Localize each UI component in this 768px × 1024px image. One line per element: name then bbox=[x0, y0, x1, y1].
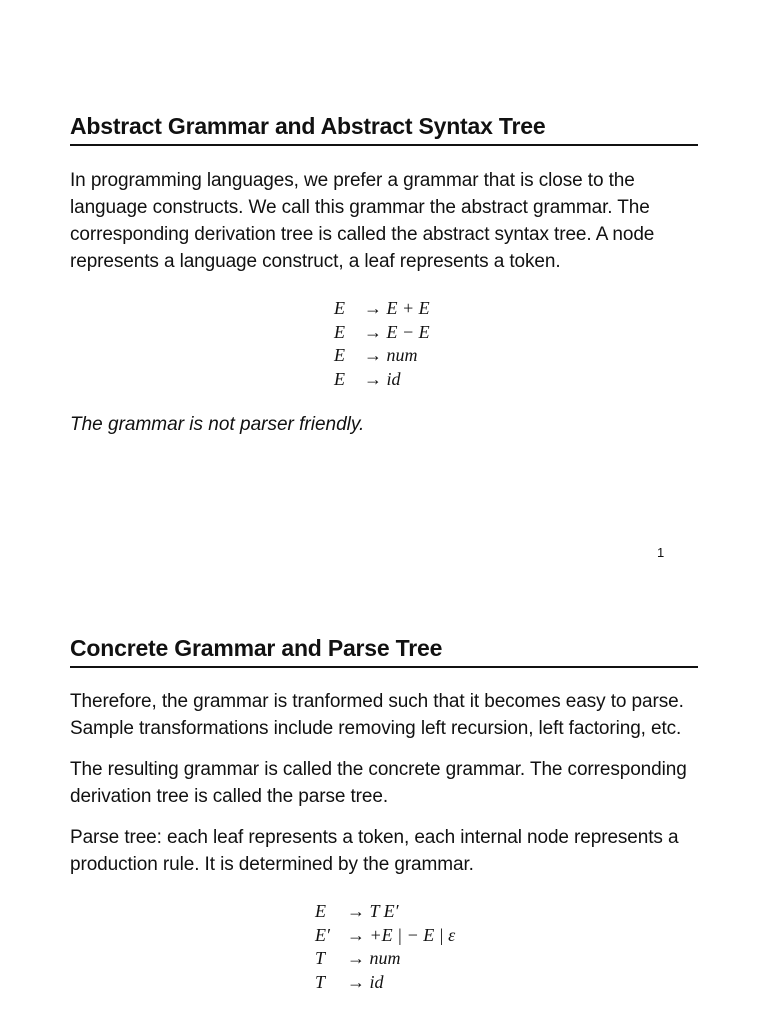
body-paragraph: The resulting grammar is called the concrete grammar. The corresponding derivation tree is called the parse tree. bbox=[70, 759, 687, 807]
rule-lhs: E bbox=[334, 345, 345, 365]
rule-lhs: T bbox=[315, 948, 326, 968]
rule-lhs: E bbox=[334, 368, 345, 389]
slide-concrete-grammar bbox=[70, 634, 698, 994]
grammar-rules bbox=[315, 900, 698, 994]
grammar-rule bbox=[315, 947, 698, 971]
rule-rhs: → num bbox=[364, 345, 418, 365]
grammar-rule bbox=[334, 297, 698, 321]
slide-title: Abstract Grammar and Abstract Syntax Tree bbox=[70, 113, 546, 139]
grammar-rule bbox=[334, 321, 698, 345]
page-number: 1 bbox=[657, 545, 665, 560]
rule-rhs: → E + E bbox=[364, 298, 430, 318]
grammar-rule bbox=[315, 924, 698, 948]
grammar-rule bbox=[334, 344, 698, 368]
body-paragraph: In programming languages, we prefer a grammar that is close to the language constructs. We call this grammar the abstract grammar. The corresponding derivation tree is called the abstract syntax tree. A node represents a language construct, a leaf represents a token. bbox=[70, 170, 655, 272]
rule-rhs: → num bbox=[347, 948, 401, 968]
body-paragraph: Parse tree: each leaf represents a token, each internal node represents a production rule. It is determined by the grammar. bbox=[70, 827, 679, 875]
rule-rhs: → id bbox=[364, 368, 401, 389]
rule-lhs: E bbox=[334, 298, 345, 318]
note-text: The grammar is not parser friendly. bbox=[70, 414, 365, 435]
rule-lhs: E′ bbox=[315, 924, 330, 945]
rule-lhs: E bbox=[315, 901, 326, 921]
grammar-rules bbox=[334, 297, 698, 391]
rule-lhs: E bbox=[334, 321, 345, 342]
rule-lhs: T bbox=[315, 971, 326, 992]
rule-rhs: → id bbox=[347, 971, 384, 992]
rule-rhs: → +E | − E | ε bbox=[347, 924, 456, 945]
slide-title: Concrete Grammar and Parse Tree bbox=[70, 635, 443, 661]
grammar-rule bbox=[334, 368, 698, 392]
grammar-rule bbox=[315, 900, 698, 924]
body-paragraph: Therefore, the grammar is tranformed such that it becomes easy to parse. Sample transformations include removing left recursion, left factoring, etc. bbox=[70, 691, 684, 739]
title-divider bbox=[70, 666, 698, 668]
slide-abstract-grammar bbox=[70, 112, 698, 438]
grammar-rule bbox=[315, 971, 698, 995]
rule-rhs: → T E′ bbox=[347, 901, 399, 921]
rule-rhs: → E − E bbox=[364, 321, 430, 342]
title-divider bbox=[70, 144, 698, 146]
